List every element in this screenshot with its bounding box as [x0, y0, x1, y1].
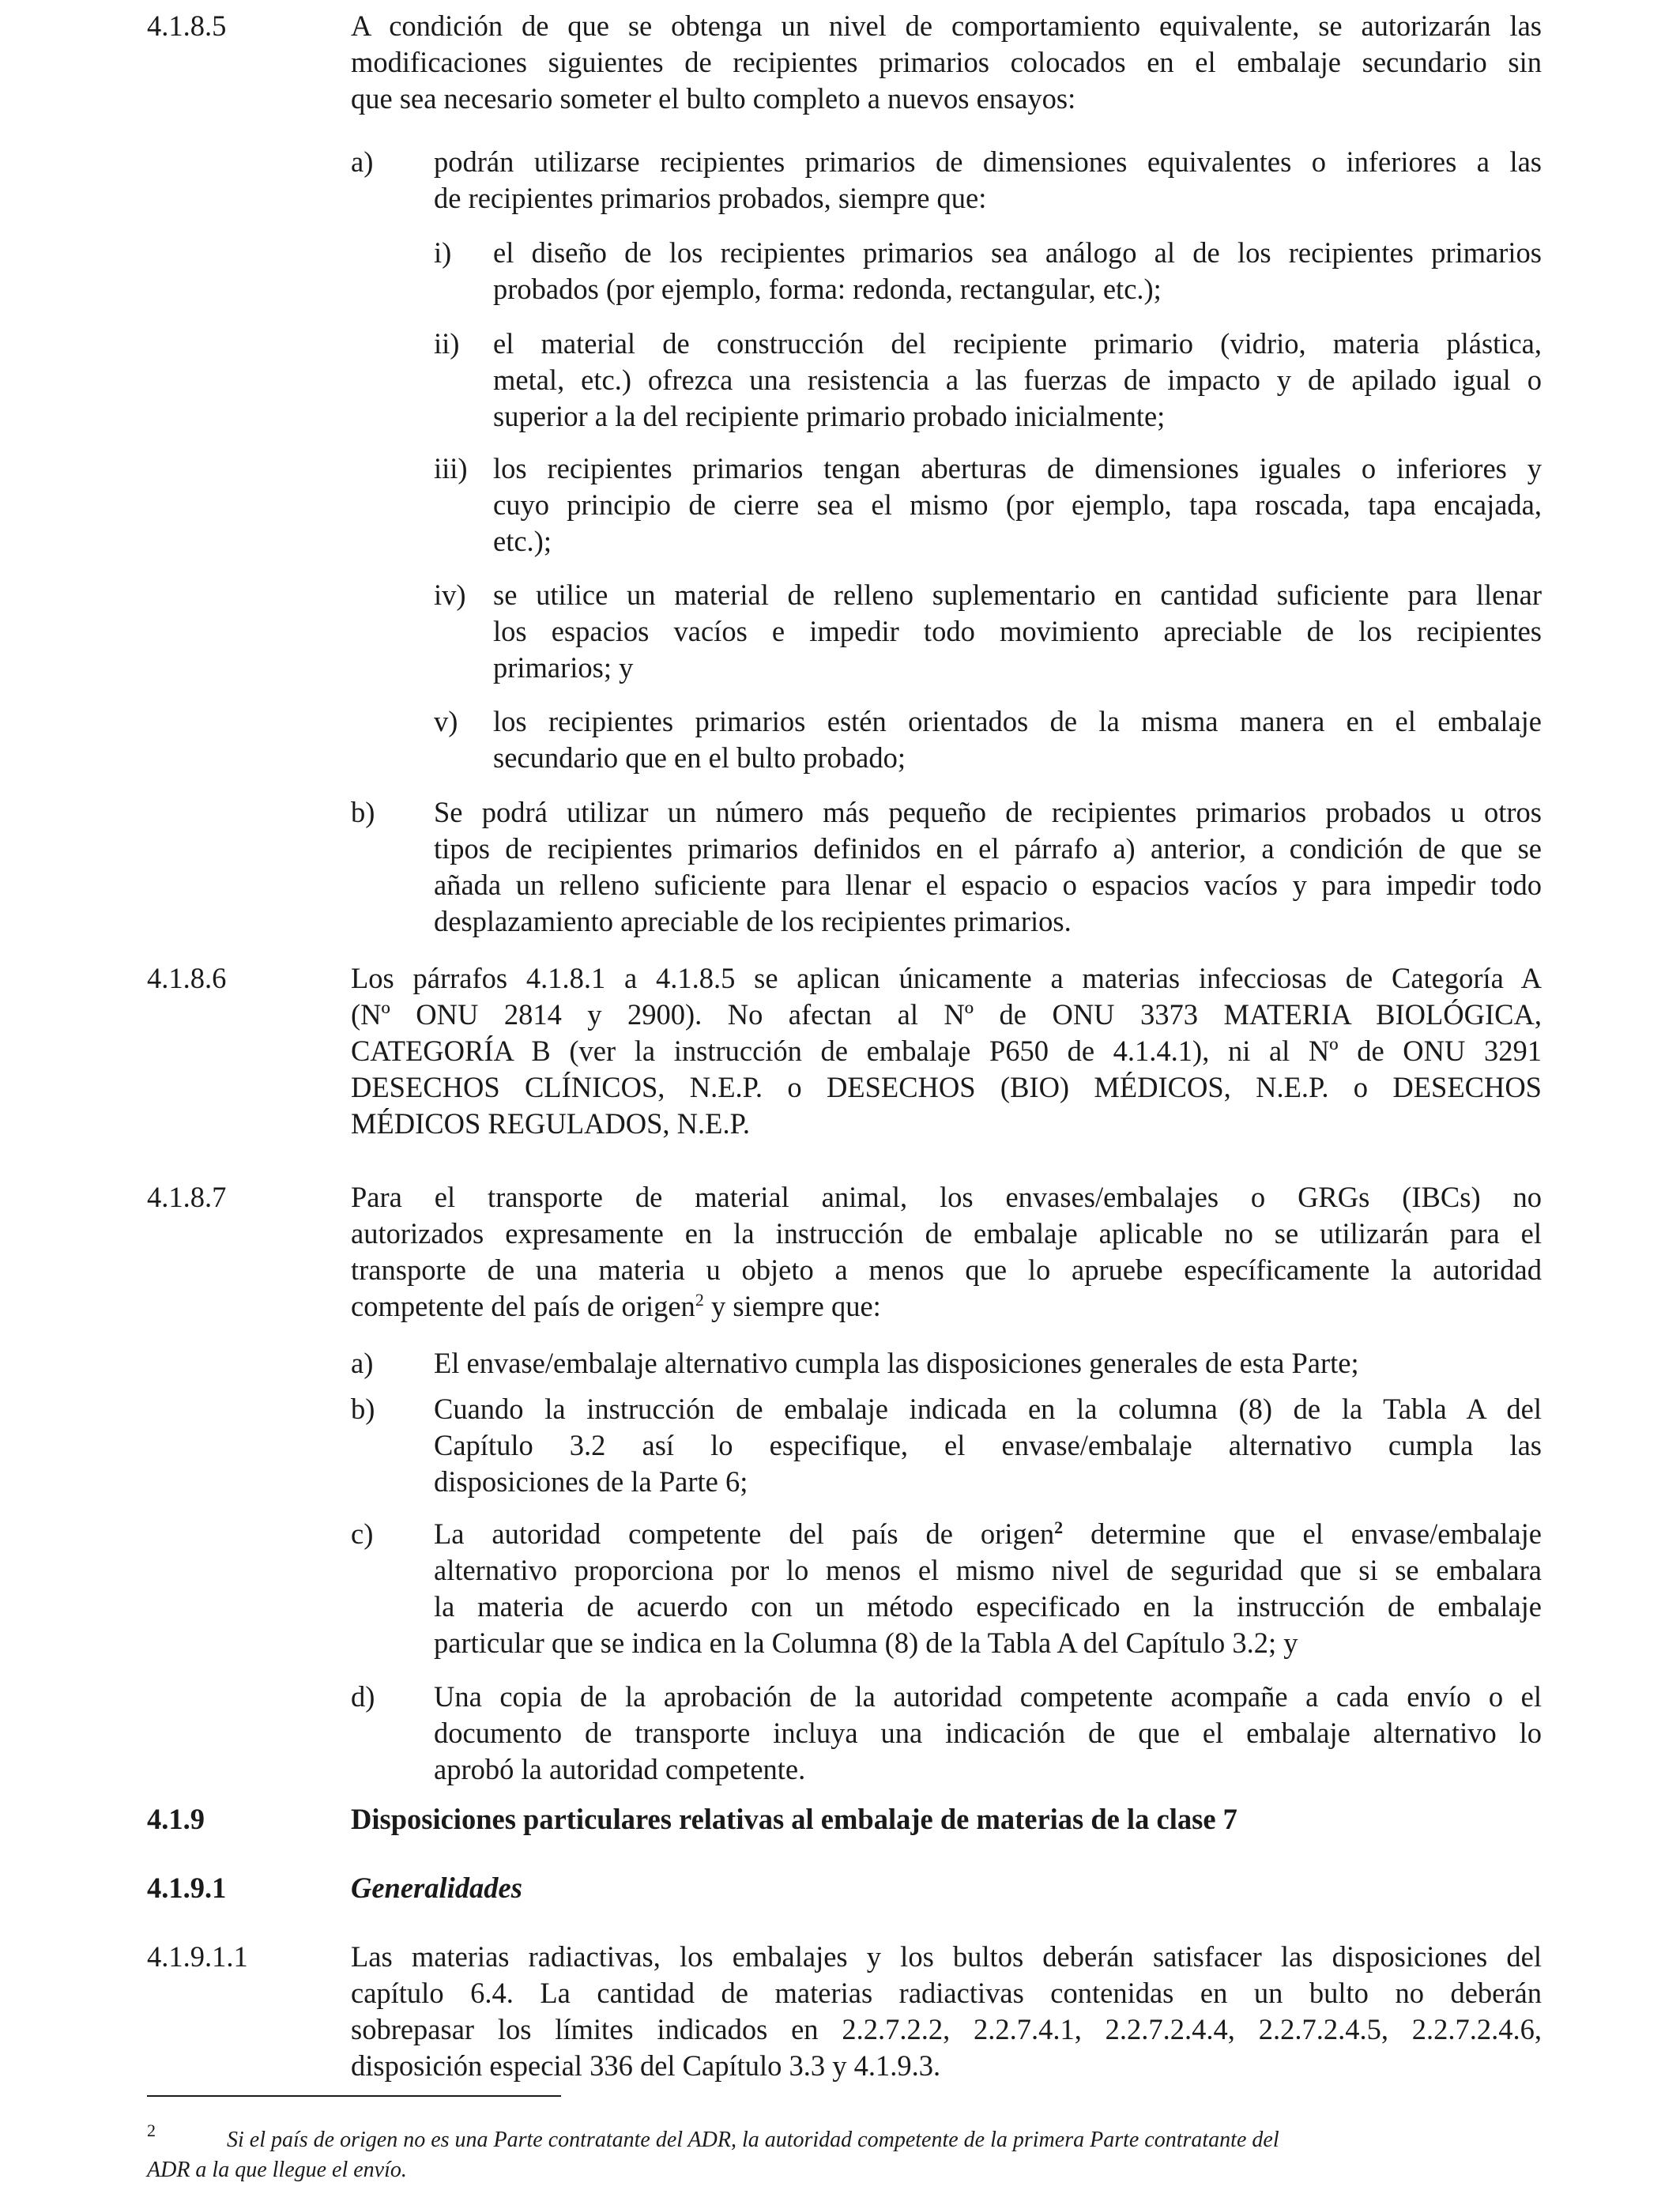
text-line: los espacios vacíos e impedir todo movimiento apreciable de los recipientes [493, 615, 1542, 647]
section-heading-4-1-9: Disposiciones particulares relativas al embalaje de materias de la clase 7 [351, 1803, 1237, 1835]
footnote-line-1: Si el país de origen no es una Parte contratante del ADR, la autoridad competente de la primera Parte contratante del [227, 2128, 1279, 2152]
text-line: alternativo proporciona por lo menos el mismo nivel de seguridad que si se embalara [434, 1554, 1542, 1586]
text-line [351, 1288, 1542, 1325]
paragraph-4-1-8-7 [351, 1179, 1542, 1325]
footnote-reference: 2 [1054, 1517, 1064, 1537]
text-line: podrán utilizarse recipientes primarios de dimensiones equivalentes o inferiores a las [434, 145, 1542, 178]
text-line: DESECHOS CLÍNICOS, N.E.P. o DESECHOS (BIO) MÉDICOS, N.E.P. o DESECHOS [351, 1071, 1542, 1103]
subitem-iii-text [493, 450, 1542, 560]
section-number-4-1-9: 4.1.9 [147, 1803, 205, 1835]
text-line: Para el transporte de material animal, los envases/embalajes o GRGs (IBCs) no [351, 1181, 1542, 1213]
subitem-iv-text [493, 577, 1542, 686]
text-line: primarios; y [493, 651, 634, 684]
subitem-label-iv: iv) [434, 579, 466, 611]
text-line: añada un relleno suficiente para llenar el espacio o espacios vacíos y para impedir todo [434, 869, 1542, 901]
section-heading-4-1-9-1: Generalidades [351, 1872, 522, 1904]
text-line: Se podrá utilizar un número más pequeño de recipientes primarios probados u otros [434, 796, 1542, 828]
text-line: disposición especial 336 del Capítulo 3.3 y 4.1.9.3. [351, 2049, 941, 2082]
section-number-4-1-9-1: 4.1.9.1 [147, 1872, 227, 1904]
text-line: de recipientes primarios probados, siempre que: [434, 182, 987, 214]
item-label-b: b) [351, 1393, 375, 1425]
subitem-label-iii: iii) [434, 452, 468, 484]
text-line: los recipientes primarios estén orientados de la misma manera en el embalaje [493, 705, 1542, 737]
text-line: (Nº ONU 2814 y 2900). No afectan al Nº de ONU 3373 MATERIA BIOLÓGICA, [351, 998, 1542, 1031]
section-number-4-1-8-7: 4.1.8.7 [147, 1181, 227, 1213]
footnote-separator [147, 2095, 561, 2097]
footnote-line-2: ADR a la que llegue el envío. [147, 2158, 407, 2182]
text-line: autorizados expresamente en la instrucción de embalaje aplicable no se utilizarán para el [351, 1217, 1542, 1250]
paragraph-4-1-9-1-1 [351, 1939, 1542, 2084]
item-label-a: a) [351, 145, 374, 178]
text-line: superior a la del recipiente primario probado inicialmente; [493, 400, 1166, 432]
text-line: tipos de recipientes primarios definidos en el párrafo a) anterior, a condición de que se [434, 832, 1542, 865]
item-d-text [434, 1679, 1542, 1788]
item-label-d: d) [351, 1680, 375, 1713]
text-line: capítulo 6.4. La cantidad de materias radiactivas contenidas en un bulto no deberán [351, 1977, 1542, 2009]
text-line: la materia de acuerdo con un método especificado en la instrucción de embalaje [434, 1590, 1542, 1623]
paragraph-4-1-8-6 [351, 960, 1542, 1142]
text-line: los recipientes primarios tengan aberturas de dimensiones iguales o inferiores y [493, 452, 1542, 484]
text-fragment: y siempre que: [703, 1290, 881, 1322]
text-line: etc.); [493, 525, 552, 557]
text-line: cuyo principio de cierre sea el mismo (por ejemplo, tapa roscada, tapa encajada, [493, 488, 1542, 521]
item-label-a: a) [351, 1347, 374, 1379]
text-line: Cuando la instrucción de embalaje indicada en la columna (8) de la Tabla A del [434, 1393, 1542, 1425]
item-a-text [434, 1345, 1542, 1382]
text-line: desplazamiento apreciable de los recipientes primarios. [434, 905, 1072, 937]
text-line: El envase/embalaje alternativo cumpla las disposiciones generales de esta Parte; [434, 1347, 1359, 1379]
item-c-text [434, 1516, 1542, 1661]
footnote-mark: 2 [147, 2120, 156, 2140]
text-line: disposiciones de la Parte 6; [434, 1465, 748, 1498]
text-line: A condición de que se obtenga un nivel de comportamiento equivalente, se autorizarán las [351, 9, 1542, 42]
item-b-text [434, 1391, 1542, 1500]
text-line: Los párrafos 4.1.8.1 a 4.1.8.5 se aplican únicamente a materias infecciosas de Categoría A [351, 962, 1542, 994]
text-line: Una copia de la aprobación de la autoridad competente acompañe a cada envío o el [434, 1680, 1542, 1713]
text-line: probados (por ejemplo, forma: redonda, rectangular, etc.); [493, 273, 1162, 305]
text-line [434, 1516, 1542, 1552]
text-line: modificaciones siguientes de recipientes primarios colocados en el embalaje secundario sin [351, 46, 1542, 78]
paragraph-4-1-8-5 [351, 8, 1542, 117]
text-line: secundario que en el bulto probado; [493, 741, 906, 774]
subitem-v-text [493, 703, 1542, 776]
text-line: transporte de una materia u objeto a menos que lo apruebe específicamente la autoridad [351, 1253, 1542, 1286]
subitem-label-ii: ii) [434, 327, 460, 360]
section-number-4-1-9-1-1: 4.1.9.1.1 [147, 1940, 248, 1973]
subitem-label-v: v) [434, 705, 458, 737]
item-label-b: b) [351, 796, 375, 828]
text-fragment: competente del país de origen [351, 1290, 695, 1322]
text-line: Las materias radiactivas, los embalajes y los bultos deberán satisfacer las disposiciones del [351, 1940, 1542, 1973]
subitem-label-i: i) [434, 236, 452, 269]
footnote-reference: 2 [695, 1289, 704, 1310]
text-line: el material de construcción del recipiente primario (vidrio, materia plástica, [493, 327, 1542, 360]
item-b-text [434, 794, 1542, 940]
text-fragment: determine que el envase/embalaje [1063, 1517, 1542, 1550]
subitem-i-text [493, 235, 1542, 307]
item-label-c: c) [351, 1517, 374, 1550]
item-a-text [434, 144, 1542, 217]
text-fragment: La autoridad competente del país de origen [434, 1517, 1055, 1550]
text-line: aprobó la autoridad competente. [434, 1753, 806, 1785]
text-line: sobrepasar los límites indicados en 2.2.7.2.2, 2.2.7.4.1, 2.2.7.2.4.4, 2.2.7.2.4.5, 2.2.7.2.4.6, [351, 2013, 1542, 2045]
section-number-4-1-8-6: 4.1.8.6 [147, 962, 227, 994]
section-number-4-1-8-5: 4.1.8.5 [147, 9, 227, 42]
subitem-ii-text [493, 326, 1542, 435]
text-line: CATEGORÍA B (ver la instrucción de embalaje P650 de 4.1.4.1), ni al Nº de ONU 3291 [351, 1035, 1542, 1067]
text-line: se utilice un material de relleno suplementario en cantidad suficiente para llenar [493, 579, 1542, 611]
text-line: que sea necesario someter el bulto completo a nuevos ensayos: [351, 82, 1076, 115]
text-line: el diseño de los recipientes primarios sea análogo al de los recipientes primarios [493, 236, 1542, 269]
text-line: Capítulo 3.2 así lo especifique, el envase/embalaje alternativo cumpla las [434, 1429, 1542, 1461]
text-line: particular que se indica en la Columna (8) de la Tabla A del Capítulo 3.2; y [434, 1627, 1298, 1659]
text-line: metal, etc.) ofrezca una resistencia a las fuerzas de impacto y de apilado igual o [493, 364, 1542, 396]
text-line: documento de transporte incluya una indicación de que el embalaje alternativo lo [434, 1717, 1542, 1749]
text-line: MÉDICOS REGULADOS, N.E.P. [351, 1107, 750, 1140]
